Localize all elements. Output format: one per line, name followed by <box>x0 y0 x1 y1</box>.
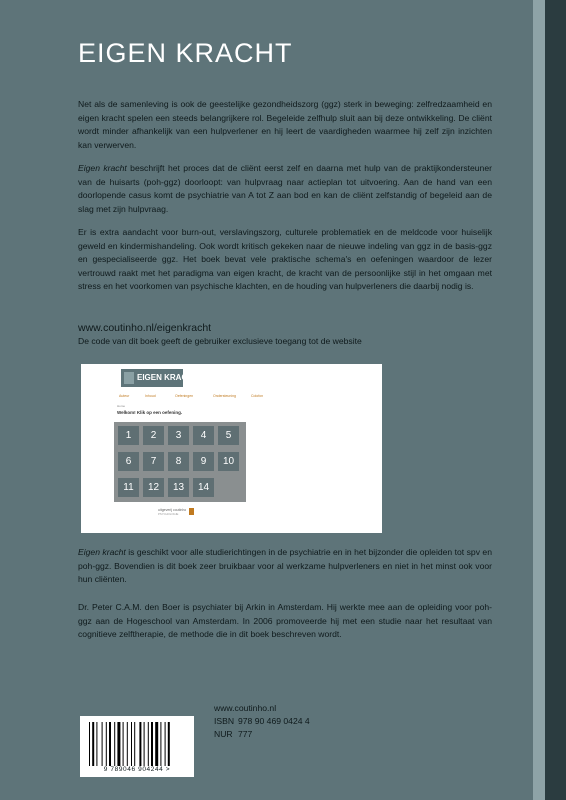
barcode-bar <box>127 722 128 766</box>
exercise-tile: 8 <box>168 452 189 471</box>
website-header-title: EIGEN KRACHT <box>137 373 198 382</box>
website-welcome: Welkom! Klik op een oefening. <box>117 410 183 415</box>
barcode-bar <box>148 722 149 766</box>
book-title: EIGEN KRACHT <box>78 38 293 68</box>
barcode-bar <box>134 722 135 766</box>
barcode-bar <box>117 722 120 766</box>
barcode-bar <box>109 722 111 766</box>
barcode-bar <box>92 722 94 766</box>
barcode-bar <box>155 722 158 766</box>
barcode-bar <box>96 722 97 766</box>
barcode-bar <box>131 722 132 766</box>
publisher-logo-sub: PSYCHOLOGIE <box>158 512 179 516</box>
barcode-bar <box>144 722 145 766</box>
exercise-tile: 9 <box>193 452 214 471</box>
book-title-inline: Eigen kracht <box>78 163 127 173</box>
exercise-tile: 2 <box>143 426 164 445</box>
process-paragraph <box>78 162 492 216</box>
spine-stripe-dark <box>545 0 566 800</box>
barcode-bar <box>102 722 103 766</box>
spine-stripe-light <box>533 0 545 800</box>
barcode-bar <box>123 722 124 766</box>
nav-item-ondersteuning: Ondersteuning <box>213 394 236 398</box>
isbn-label: ISBN <box>214 716 235 726</box>
nav-item-oefeningen: Oefeningen <box>175 394 194 398</box>
nav-item-inhoud: Inhoud <box>145 394 156 398</box>
exercise-tile: 12 <box>143 478 164 497</box>
exercise-tile: 11 <box>118 478 139 497</box>
website-link[interactable]: www.coutinho.nl/eigenkracht <box>78 322 212 334</box>
nav-item-colofon: Colofon <box>251 394 264 398</box>
publication-info <box>214 702 310 741</box>
barcode-bars <box>88 722 186 766</box>
process-text: beschrijft het proces dat de cliënt eerst zelf en daarna met hulp van de praktijkondersteuner van de huisarts (poh-ggz) doorloopt: van hulpvraag naar actieplan tot uitvoering. Aan de hand van een doorlopende casus komt de psychiatrie van A tot Z aan bod en kan de cliënt zelfstandig of begeleid aan de slag met zijn hulpvraag. <box>78 163 492 214</box>
book-title-inline: Eigen kracht <box>78 547 126 557</box>
exercise-tile: 13 <box>168 478 189 497</box>
isbn-value: 978 90 469 0424 4 <box>238 716 310 726</box>
barcode-bar <box>165 722 166 766</box>
website-breadcrumb: Home <box>117 404 126 408</box>
publisher-logo-text: uitgeverij coutinho <box>158 508 187 512</box>
exercise-tile: 7 <box>143 452 164 471</box>
intro-paragraph: Net als de samenleving is ook de geestelijke gezondheidszorg (ggz) sterk in beweging: zelfredzaamheid en eigen kracht spelen een steeds belangrijkere rol. Begeleide zelfhulp sluit aan bij deze ontwikkeling. De cliënt wordt minder afhankelijk van een hulpverlener en hij leert de vaardigheden waarmee hij zelf zijn inzichten kan verwerven. <box>78 99 492 150</box>
barcode-number: 9 789046 904244 > <box>103 766 171 773</box>
barcode-bar <box>106 722 107 766</box>
exercise-tile: 3 <box>168 426 189 445</box>
nav-item-auteur: Auteur <box>119 394 130 398</box>
barcode-bar <box>168 722 170 766</box>
exercise-tile: 5 <box>218 426 239 445</box>
barcode-bar <box>89 722 90 766</box>
audience-text: is geschikt voor alle studierichtingen in de psychiatrie en in het bijzonder die opleiden tot spv en poh-ggz. Bovendien is dit boek zeer bruikbaar voor al werkzame hulpverleners en niet in het minst ook voor hun cliënten. <box>78 547 492 585</box>
exercise-tile: 1 <box>118 426 139 445</box>
exercise-grid <box>114 422 246 502</box>
barcode-bar <box>151 722 153 766</box>
website-screenshot <box>81 364 382 533</box>
nur-label: NUR <box>214 729 233 739</box>
logo-badge <box>124 372 134 384</box>
exercise-tile: 10 <box>218 452 239 471</box>
barcode-bar <box>114 722 115 766</box>
author-paragraph: Dr. Peter C.A.M. den Boer is psychiater bij Arkin in Amsterdam. Hij werkte mee aan de opleiding voor poh-ggz aan de Hogeschool van Amsterdam. In 2006 promoveerde hij met een studie naar het resultaat van cognitieve zelftherapie, de methode die in dit boek beschreven wordt. <box>78 602 492 640</box>
audience-paragraph <box>78 546 492 587</box>
barcode-bar <box>160 722 161 766</box>
website-header <box>121 369 198 387</box>
nur-value: 777 <box>238 729 253 739</box>
exercise-tile: 14 <box>193 478 214 497</box>
publisher-mark-icon <box>189 508 194 515</box>
publisher-url[interactable]: www.coutinho.nl <box>214 703 277 713</box>
exercise-tile: 4 <box>193 426 214 445</box>
focus-paragraph: Er is extra aandacht voor burn-out, verslavingszorg, culturele problematiek en de meldcode voor huiselijk geweld en kindermishandeling. Ook wordt kritisch gekeken naar de nieuwe indeling van ggz in de basis-ggz en gespecialiseerde ggz. Het boek bevat vele praktische schema's en oefeningen waardoor de lezer vertrouwd raakt met het paradigma van eigen kracht, de kracht van de persoonlijke stijl in het omgaan met stress en het voorkomen van psychische klachten, en de houding van hulpverleners die daarbij nodig is. <box>78 227 492 292</box>
access-code-note: De code van dit boek geeft de gebruiker exclusieve toegang tot de website <box>78 336 362 346</box>
exercise-tile: 6 <box>118 452 139 471</box>
barcode <box>80 716 194 777</box>
barcode-bar <box>139 722 141 766</box>
publisher-logo <box>158 508 196 516</box>
